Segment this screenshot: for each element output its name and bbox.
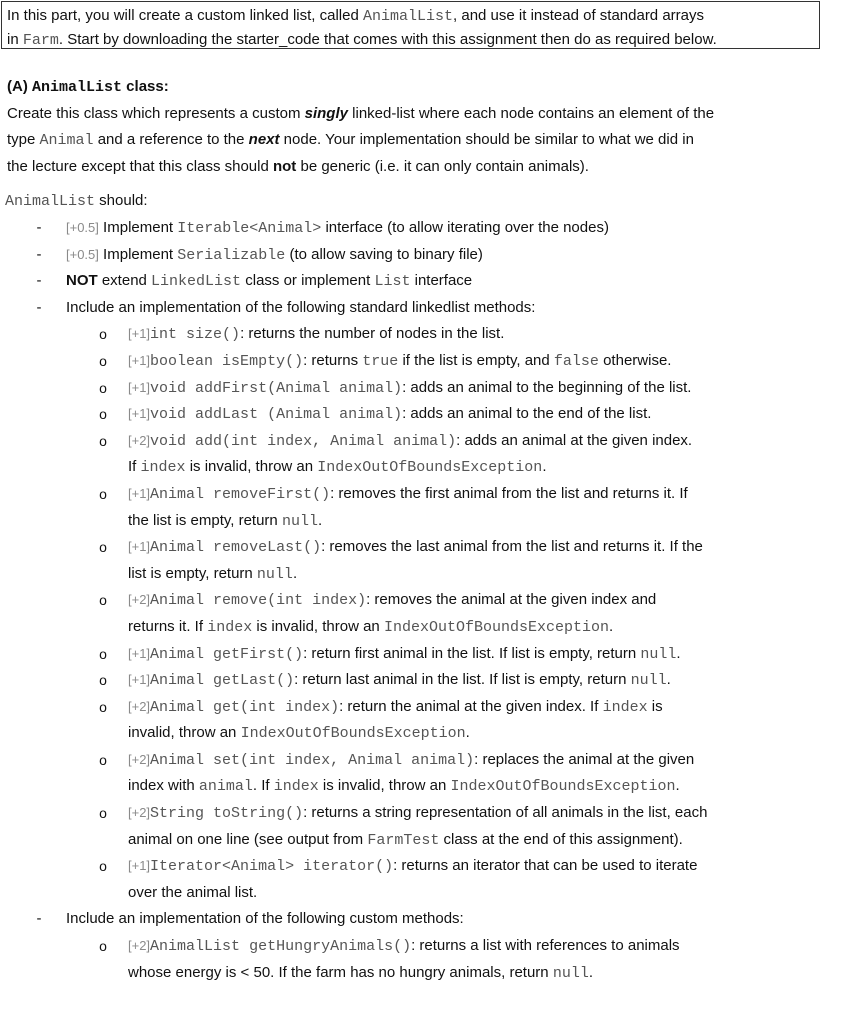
text: animal on one line (see output from xyxy=(128,830,368,848)
section-a xyxy=(7,74,827,180)
method-description: : returns a list with references to animals xyxy=(411,937,680,955)
emphasis: singly xyxy=(304,104,348,122)
bullet-custom-methods xyxy=(0,906,863,933)
text: . Start by downloading the starter_code that comes with this assignment then do as required below. xyxy=(58,30,717,48)
method-signature: void addFirst(Animal animal) xyxy=(150,379,403,397)
dash-bullet: - xyxy=(36,298,42,316)
method-size xyxy=(0,321,863,348)
method-addLast xyxy=(0,401,863,428)
method-signature: AnimalList getHungryAnimals() xyxy=(150,938,412,956)
method-description: : adds an animal to the beginning of the list. xyxy=(402,378,692,396)
code-text: null xyxy=(281,512,318,530)
method-get-cont xyxy=(0,720,863,747)
method-set xyxy=(0,747,863,774)
points-label: [+2] xyxy=(128,751,151,767)
circle-bullet: o xyxy=(99,539,107,556)
text: over the animal list. xyxy=(128,883,258,901)
code-text: List xyxy=(374,273,411,291)
method-signature: Animal set(int index, Animal animal) xyxy=(150,751,475,769)
points-label: [+1] xyxy=(128,858,151,874)
code-text: IndexOutOfBoundsException xyxy=(317,459,543,477)
points-label: [+0.5] xyxy=(66,246,99,262)
code-text: Farm xyxy=(22,31,59,49)
circle-bullet: o xyxy=(99,751,107,768)
text: class at the end of this assignment). xyxy=(439,830,683,848)
method-signature: Animal remove(int index) xyxy=(150,592,367,610)
text: node. Your implementation should be similar to what we did in xyxy=(279,131,694,149)
method-description: : returns an iterator that can be used to iterate xyxy=(393,857,698,875)
circle-bullet: o xyxy=(99,352,107,369)
text: . xyxy=(666,671,671,689)
method-signature: Animal removeFirst() xyxy=(150,485,331,503)
code-text: animal xyxy=(198,778,253,796)
method-removeLast-cont xyxy=(0,561,863,588)
method-removeLast xyxy=(0,534,863,561)
method-description: : removes the last animal from the list and returns it. If the xyxy=(321,538,703,556)
points-label: [+2] xyxy=(128,805,151,821)
code-text: null xyxy=(640,645,677,663)
text: is invalid, throw an xyxy=(318,777,451,795)
circle-bullet: o xyxy=(99,698,107,715)
points-label: [+2] xyxy=(128,432,151,448)
dash-bullet: - xyxy=(36,219,42,236)
code-text: IndexOutOfBoundsException xyxy=(450,778,676,796)
emphasis: next xyxy=(248,131,280,149)
points-label: [+1] xyxy=(128,379,151,395)
section-heading xyxy=(7,74,827,101)
text: . If xyxy=(252,777,274,795)
should-list xyxy=(7,188,827,215)
emphasis: NOT xyxy=(66,272,98,290)
text: index with xyxy=(128,777,199,795)
circle-bullet: o xyxy=(99,805,107,822)
method-description: : removes the animal at the given index and xyxy=(366,591,657,609)
text: Include an implementation of the following standard linkedlist methods: xyxy=(66,298,536,316)
text: whose energy is < 50. If the farm has no hungry animals, return xyxy=(128,963,553,981)
code-text: false xyxy=(553,352,599,370)
method-removeFirst xyxy=(0,481,863,508)
points-label: [+1] xyxy=(128,672,151,688)
method-signature: Animal get(int index) xyxy=(150,698,340,716)
intro-line-2 xyxy=(7,27,827,54)
code-text: Animal xyxy=(39,132,94,150)
code-text: Iterable<Animal> xyxy=(177,220,322,237)
text: invalid, throw an xyxy=(128,724,241,742)
requirements-list xyxy=(0,215,863,986)
text: interface xyxy=(410,272,473,290)
text: the list is empty, return xyxy=(128,511,282,529)
circle-bullet: o xyxy=(99,938,107,955)
points-label: [+1] xyxy=(128,406,151,422)
text: if the list is empty, and xyxy=(398,351,554,369)
code-text: AnimalList xyxy=(32,79,123,96)
code-text: null xyxy=(256,565,293,583)
bullet-serializable xyxy=(0,242,863,269)
code-text: Serializable xyxy=(177,246,286,264)
method-description: : adds an animal at the given index. xyxy=(456,431,693,449)
bullet-iterable xyxy=(0,215,863,242)
points-label: [+1] xyxy=(128,326,151,342)
text: is invalid, throw an xyxy=(185,458,318,476)
circle-bullet: o xyxy=(99,406,107,423)
circle-bullet: o xyxy=(99,432,107,449)
method-signature: Animal getFirst() xyxy=(150,645,304,663)
circle-bullet: o xyxy=(99,858,107,875)
method-description: : return first animal in the list. If list is empty, return xyxy=(303,644,641,662)
method-toString-cont xyxy=(0,827,863,854)
method-add xyxy=(0,428,863,455)
text: type xyxy=(7,131,40,149)
circle-bullet: o xyxy=(99,485,107,502)
method-description: : return last animal in the list. If list is empty, return xyxy=(294,671,631,689)
circle-bullet: o xyxy=(99,645,107,662)
code-text: IndexOutOfBoundsException xyxy=(240,725,466,743)
text: : returns xyxy=(303,351,363,369)
points-label: [+1] xyxy=(128,485,151,501)
code-text: null xyxy=(630,672,667,690)
text: class or implement xyxy=(241,272,375,290)
text: . xyxy=(588,963,593,981)
method-description: : returns a string representation of all animals in the list, each xyxy=(303,804,708,822)
code-text: FarmTest xyxy=(367,831,440,849)
text: linked-list where each node contains an element of the xyxy=(347,104,715,122)
method-description: : replaces the animal at the given xyxy=(474,750,695,768)
points-label: [+2] xyxy=(128,698,151,714)
text: (A) xyxy=(7,78,32,95)
points-label: [+1] xyxy=(128,645,151,661)
intro-paragraph xyxy=(7,3,827,53)
method-set-cont xyxy=(0,773,863,800)
description-line-1 xyxy=(7,101,827,128)
text: the lecture except that this class should xyxy=(7,157,273,175)
text: class: xyxy=(122,78,169,95)
text: In this part, you will create a custom linked list, called xyxy=(7,7,363,24)
code-text: index xyxy=(140,459,186,477)
method-description: : returns the number of nodes in the list. xyxy=(240,325,505,343)
method-removeFirst-cont xyxy=(0,508,863,535)
method-signature: String toString() xyxy=(150,805,304,823)
method-iterator-cont xyxy=(0,880,863,907)
text: returns it. If xyxy=(128,617,208,635)
points-label: [+2] xyxy=(128,592,151,608)
method-remove xyxy=(0,587,863,614)
method-description: : adds an animal to the end of the list. xyxy=(402,405,652,423)
method-get xyxy=(0,694,863,721)
text: is invalid, throw an xyxy=(252,617,384,635)
text: Create this class which represents a custom xyxy=(7,104,305,122)
points-label: [+1] xyxy=(128,539,151,555)
method-isEmpty xyxy=(0,348,863,375)
text: should: xyxy=(95,192,148,209)
dash-bullet: - xyxy=(36,910,42,928)
dash-bullet: - xyxy=(36,272,42,290)
method-add-cont xyxy=(0,454,863,481)
method-remove-cont xyxy=(0,614,863,641)
method-signature: boolean isEmpty() xyxy=(150,352,304,370)
method-description: : return the animal at the given index. If xyxy=(339,697,603,715)
code-text: AnimalList xyxy=(363,8,454,25)
intro-line-1 xyxy=(7,3,827,30)
method-iterator xyxy=(0,853,863,880)
method-getHungryAnimals-cont xyxy=(0,960,863,987)
method-signature: Iterator<Animal> iterator() xyxy=(150,858,394,876)
method-toString xyxy=(0,800,863,827)
text: (to allow saving to binary file) xyxy=(285,245,483,263)
description-line-2 xyxy=(7,127,827,154)
method-getLast xyxy=(0,667,863,694)
points-label: [+0.5] xyxy=(66,220,99,235)
method-signature: Animal removeLast() xyxy=(150,539,322,557)
text: If xyxy=(128,458,141,476)
text: . xyxy=(675,777,680,795)
method-addFirst xyxy=(0,375,863,402)
text: Include an implementation of the following custom methods: xyxy=(66,910,464,928)
code-text: index xyxy=(602,698,648,716)
method-signature: Animal getLast() xyxy=(150,672,295,690)
bullet-not-extend xyxy=(0,268,863,295)
text: be generic (i.e. it can only contain animals). xyxy=(296,157,589,175)
circle-bullet: o xyxy=(99,672,107,689)
emphasis: not xyxy=(272,157,297,175)
text: and a reference to the xyxy=(93,131,249,149)
code-text: LinkedList xyxy=(151,273,242,291)
text: . xyxy=(542,458,547,476)
method-signature: void add(int index, Animal animal) xyxy=(150,432,457,450)
dash-bullet: - xyxy=(36,245,42,263)
code-text: index xyxy=(273,778,319,796)
code-text: AnimalList xyxy=(5,193,96,210)
text: . xyxy=(609,617,614,635)
text: . xyxy=(465,724,470,742)
method-getFirst xyxy=(0,641,863,668)
text: . xyxy=(317,511,323,529)
code-text: index xyxy=(207,618,253,636)
points-label: [+1] xyxy=(128,352,151,368)
code-text: IndexOutOfBoundsException xyxy=(383,618,609,636)
circle-bullet: o xyxy=(99,592,107,609)
method-signature: void addLast (Animal animal) xyxy=(150,406,403,424)
should-intro xyxy=(5,188,827,215)
text: interface (to allow iterating over the nodes) xyxy=(321,219,609,236)
circle-bullet: o xyxy=(99,326,107,343)
points-label: [+2] xyxy=(128,938,151,954)
text: , and use it instead of standard arrays xyxy=(453,7,704,24)
text: Implement xyxy=(98,245,178,263)
text: is xyxy=(647,697,663,715)
bullet-standard-methods xyxy=(0,295,863,322)
text: otherwise. xyxy=(598,351,672,369)
code-text: null xyxy=(552,964,589,982)
text: . xyxy=(676,644,681,662)
description-line-3 xyxy=(7,154,827,181)
text: . xyxy=(292,564,298,582)
code-text: true xyxy=(362,352,399,370)
method-signature: int size() xyxy=(150,326,241,344)
text: Implement xyxy=(98,219,178,236)
circle-bullet: o xyxy=(99,379,107,396)
text: extend xyxy=(97,272,152,290)
method-getHungryAnimals xyxy=(0,933,863,960)
text: in xyxy=(7,30,23,48)
method-description: : removes the first animal from the list and returns it. If xyxy=(330,484,688,502)
text: list is empty, return xyxy=(128,564,257,582)
